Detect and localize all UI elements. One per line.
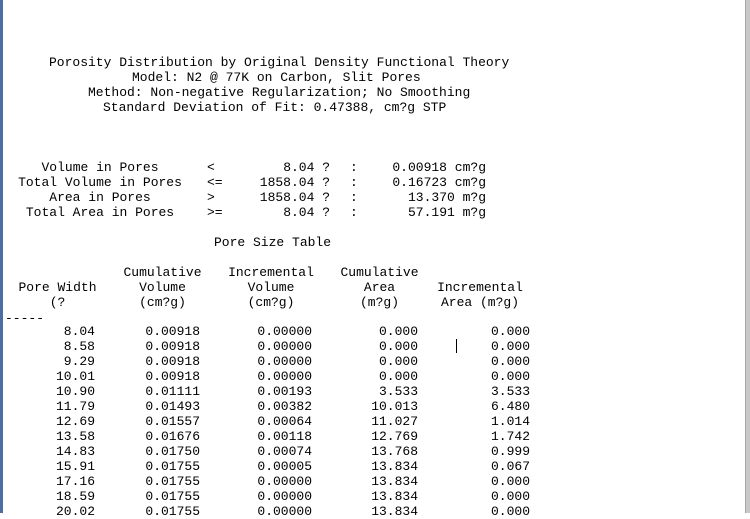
summary-value: 8.04 ? [283,205,330,220]
table-cell: 0.00064 [257,414,312,429]
summary-label: Total Volume in Pores [18,175,182,190]
table-cell: 0.00000 [257,489,312,504]
table-cell: 0.000 [490,339,530,354]
table-cell: 0.00193 [257,384,312,399]
table-cell: 9.29 [63,354,95,369]
table-cell: 0.00382 [257,399,312,414]
table-cell: 10.01 [55,369,95,384]
table-cell: 0.00000 [257,339,312,354]
window-left-border [0,0,3,513]
table-cell: 0.00118 [257,429,312,444]
summary-operator: >= [207,205,223,220]
table-cell: 14.83 [55,444,95,459]
table-cell: 0.01111 [145,384,200,399]
table-cell: 13.834 [371,504,418,519]
table-cell: 0.01755 [145,504,200,519]
table-cell: 8.58 [63,339,95,354]
report-method: Method: Non-negative Regularization; No Smoothing [88,85,471,100]
summary-result: 57.191 m?g [407,205,486,220]
summary-operator: <= [207,175,223,190]
table-cell: 10.013 [371,399,418,414]
table-cell: 0.000 [490,354,530,369]
summary-result: 0.00918 cm?g [392,160,486,175]
table-cell: 0.00000 [257,474,312,489]
table-cell: 3.533 [378,384,418,399]
table-cell: 8.04 [63,324,95,339]
table-cell: 0.00918 [145,339,200,354]
column-header-col1: Pore Width [18,280,97,295]
summary-operator: > [207,190,215,205]
table-cell: 1.014 [490,414,530,429]
table-cell: 0.01750 [145,444,200,459]
table-separator: ----- [5,311,45,326]
table-cell: 0.00000 [257,369,312,384]
report-model: Model: N2 @ 77K on Carbon, Slit Pores [132,70,421,85]
table-cell: 0.00000 [257,354,312,369]
table-cell: 0.000 [378,354,418,369]
table-cell: 13.768 [371,444,418,459]
table-cell: 11.027 [371,414,418,429]
table-cell: 11.79 [55,399,95,414]
column-header-col2: Cumulative [123,265,202,280]
column-header-col5: Area (m?g) [440,295,519,310]
table-cell: 0.01557 [145,414,200,429]
summary-value: 1858.04 ? [259,190,330,205]
summary-result: 13.370 m?g [407,190,486,205]
table-cell: 0.00005 [257,459,312,474]
table-cell: 15.91 [55,459,95,474]
table-cell: 0.00918 [145,354,200,369]
table-cell: 0.000 [490,504,530,519]
table-cell: 6.480 [490,399,530,414]
column-header-col4: Cumulative [340,265,419,280]
table-cell: 0.000 [378,339,418,354]
column-header-col3: Incremental [228,265,314,280]
table-cell: 0.01755 [145,489,200,504]
report-title: Porosity Distribution by Original Density Functional Theory [49,55,510,70]
table-cell: 13.58 [55,429,95,444]
table-cell: 0.000 [490,474,530,489]
table-cell: 0.00000 [257,324,312,339]
summary-separator: : [350,190,358,205]
column-header-col4: (m?g) [359,295,399,310]
table-cell: 0.00918 [145,324,200,339]
table-title: Pore Size Table [214,235,332,250]
table-cell: 13.834 [371,474,418,489]
summary-result: 0.16723 cm?g [392,175,486,190]
table-cell: 17.16 [55,474,95,489]
column-header-col3: (cm?g) [247,295,295,310]
summary-operator: < [207,160,215,175]
column-header-col3: Volume [247,280,295,295]
column-header-col2: (cm?g) [139,295,186,310]
table-cell: 3.533 [490,384,530,399]
table-cell: 0.01755 [145,474,200,489]
table-cell: 0.01493 [145,399,200,414]
table-cell: 0.00074 [257,444,312,459]
table-cell: 0.000 [490,324,530,339]
table-cell: 20.02 [55,504,95,519]
table-cell: 13.834 [371,489,418,504]
table-cell: 13.834 [371,459,418,474]
table-cell: 1.742 [490,429,530,444]
table-cell: 0.00918 [145,369,200,384]
summary-separator: : [350,175,358,190]
table-cell: 0.000 [378,369,418,384]
table-cell: 0.01676 [145,429,200,444]
column-header-col5: Incremental [437,280,523,295]
summary-label: Area in Pores [49,190,151,205]
table-cell: 18.59 [55,489,95,504]
text-cursor [456,339,457,353]
table-cell: 10.90 [55,384,95,399]
summary-label: Volume in Pores [41,160,159,175]
table-cell: 0.000 [378,324,418,339]
column-header-col1: (? [49,295,66,310]
summary-separator: : [350,160,358,175]
table-cell: 0.000 [490,489,530,504]
table-cell: 0.01755 [145,459,200,474]
table-cell: 0.999 [490,444,530,459]
summary-separator: : [350,205,358,220]
column-header-col4: Area [363,280,396,295]
table-cell: 12.769 [371,429,418,444]
table-cell: 12.69 [55,414,95,429]
report-fit: Standard Deviation of Fit: 0.47388, cm?g STP [103,100,447,115]
table-cell: 0.00000 [257,504,312,519]
table-cell: 0.067 [490,459,530,474]
column-header-col2: Volume [139,280,186,295]
table-cell: 0.000 [490,369,530,384]
vertical-scrollbar[interactable] [745,0,750,513]
summary-value: 8.04 ? [283,160,330,175]
summary-value: 1858.04 ? [259,175,330,190]
summary-label: Total Area in Pores [25,205,175,220]
